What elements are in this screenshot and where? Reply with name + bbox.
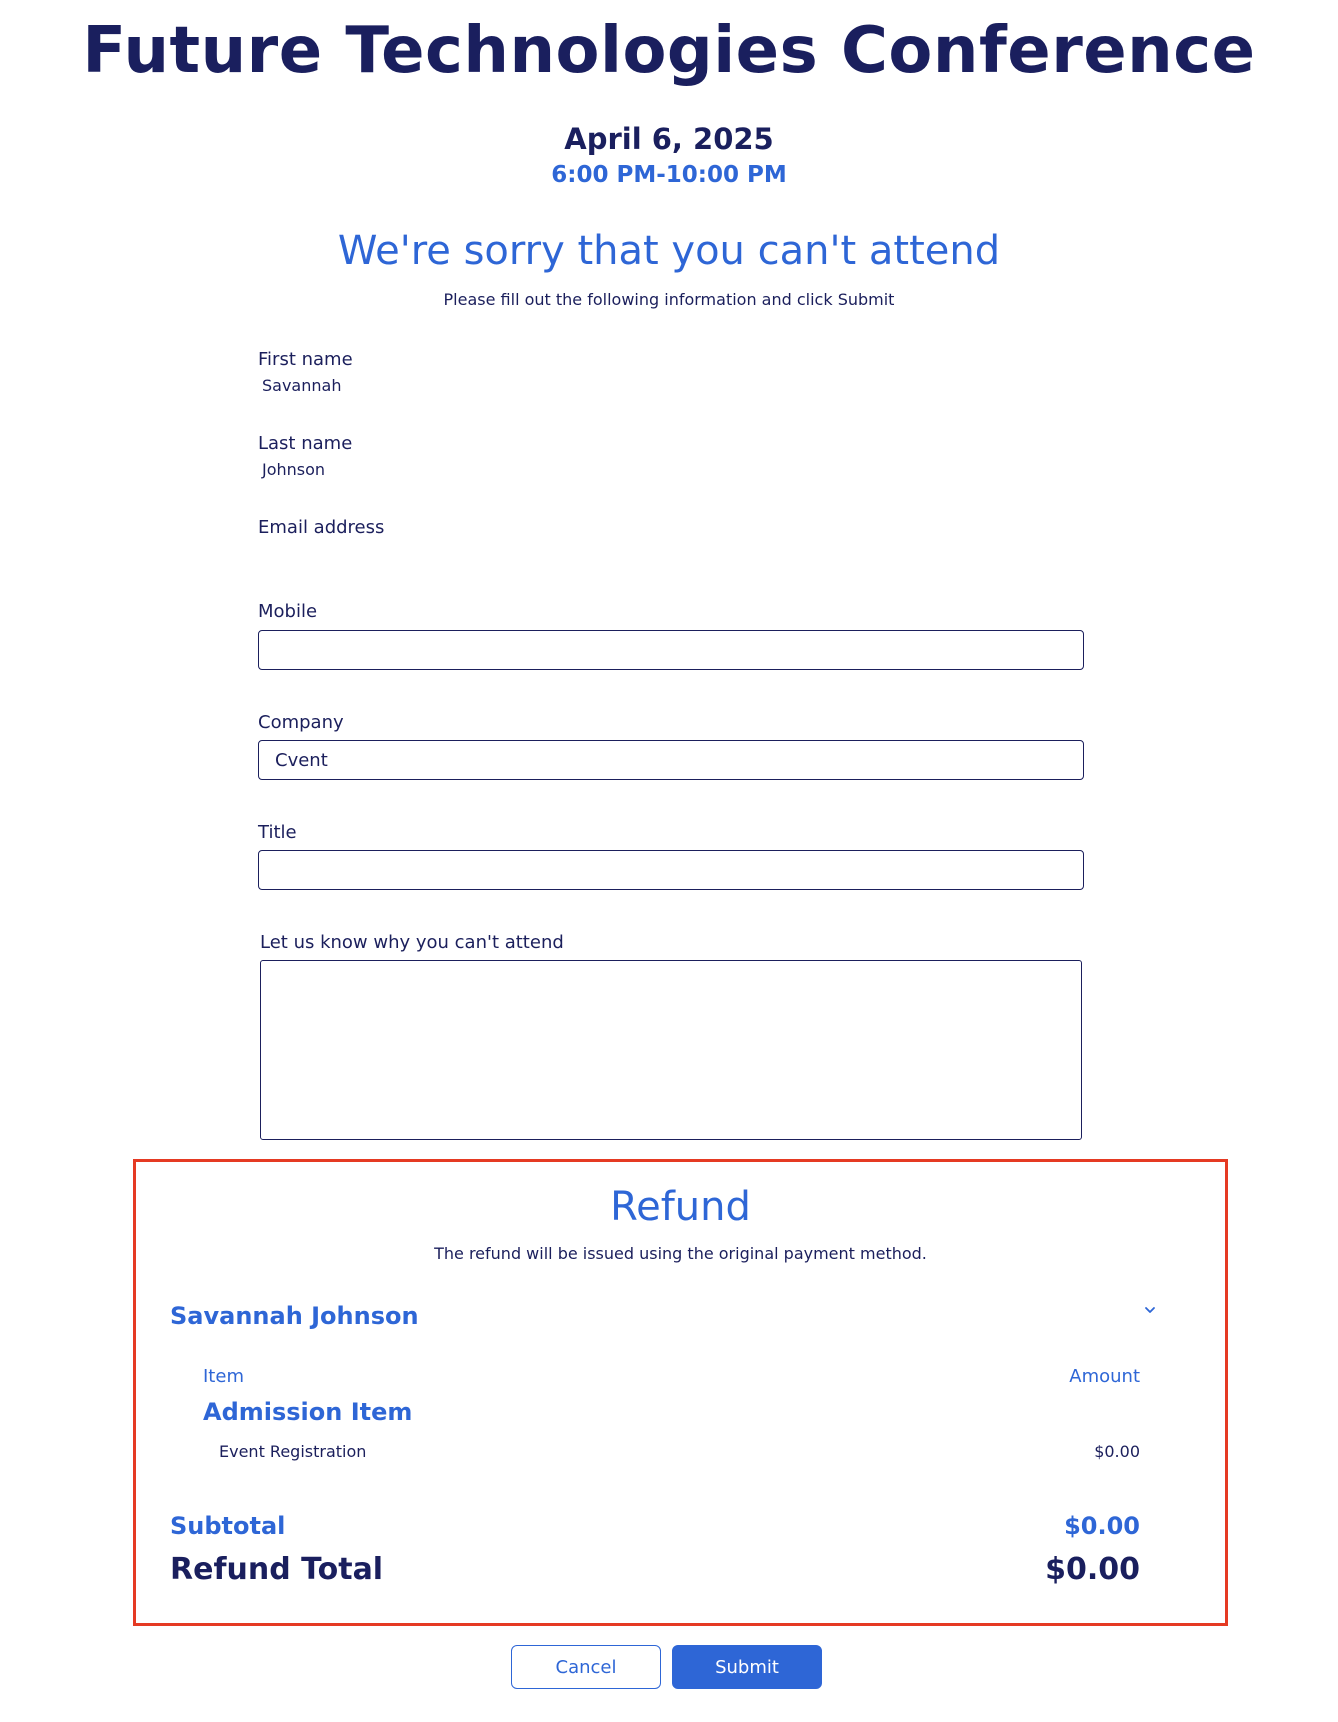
job-title-label: Title: [258, 822, 297, 843]
decline-instructions: Please fill out the following information and click Submit: [443, 290, 895, 309]
submit-button[interactable]: Submit: [672, 1645, 822, 1689]
reason-textarea[interactable]: [260, 960, 1082, 1140]
line-item-name: Event Registration: [219, 1442, 367, 1461]
column-header-item: Item: [203, 1366, 244, 1387]
company-input[interactable]: [258, 740, 1084, 780]
mobile-input[interactable]: [258, 630, 1084, 670]
subtotal-amount: $0.00: [1064, 1512, 1140, 1540]
refund-note: The refund will be issued using the original payment method.: [434, 1244, 927, 1263]
decline-heading: We're sorry that you can't attend: [337, 228, 1001, 274]
event-time: 6:00 PM-10:00 PM: [551, 162, 787, 188]
job-title-input[interactable]: [258, 850, 1084, 890]
chevron-down-icon[interactable]: [1140, 1300, 1160, 1320]
admission-item-group: Admission Item: [203, 1398, 413, 1426]
refund-section: [133, 1159, 1228, 1626]
refund-heading: Refund: [610, 1184, 751, 1230]
attendee-name[interactable]: Savannah Johnson: [170, 1302, 419, 1330]
mobile-label: Mobile: [258, 601, 318, 622]
subtotal-label: Subtotal: [170, 1512, 286, 1540]
event-date: April 6, 2025: [564, 122, 774, 156]
column-header-amount: Amount: [1069, 1366, 1140, 1387]
line-item-amount: $0.00: [1094, 1442, 1140, 1461]
last-name-label: Last name: [258, 433, 353, 454]
company-label: Company: [258, 712, 344, 733]
page-title: Future Technologies Conference: [82, 14, 1256, 88]
refund-total-label: Refund Total: [170, 1552, 384, 1587]
last-name-value: Johnson: [262, 460, 326, 479]
refund-total-amount: $0.00: [1045, 1552, 1140, 1587]
email-label: Email address: [258, 517, 385, 538]
reason-label: Let us know why you can't attend: [260, 932, 564, 953]
first-name-label: First name: [258, 349, 353, 370]
first-name-value: Savannah: [262, 376, 342, 395]
cancel-button[interactable]: Cancel: [511, 1645, 661, 1689]
